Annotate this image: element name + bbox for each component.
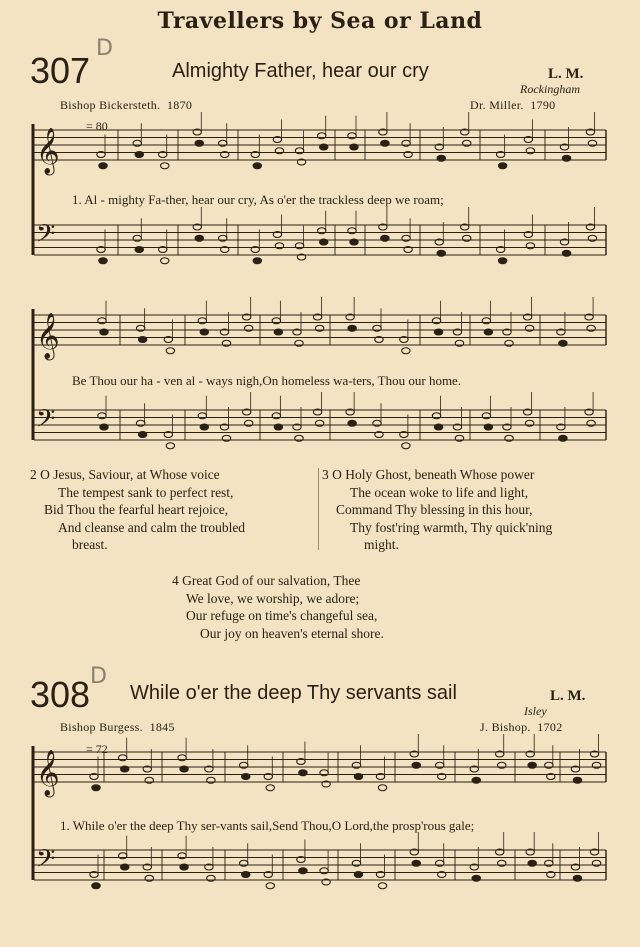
composer-name: J. Bishop.: [480, 720, 531, 734]
verse-2: [30, 466, 315, 554]
note-head: [242, 774, 250, 780]
note-head: [484, 424, 492, 430]
verse-line: Command Thy blessing in this hour,: [336, 502, 533, 518]
note-head: [166, 443, 174, 449]
author-name: Bishop Burgess.: [60, 720, 143, 734]
note-head: [381, 140, 389, 146]
note-head: [437, 155, 445, 161]
note-head: [242, 872, 250, 878]
note-head: [434, 329, 442, 335]
note-head: [412, 762, 420, 768]
note-head: [135, 247, 143, 253]
note-head: [350, 144, 358, 150]
note-head: [92, 883, 100, 889]
hymn-meter: L. M.: [550, 688, 586, 704]
note-head: [434, 424, 442, 430]
note-head: [180, 864, 188, 870]
note-head: [274, 329, 282, 335]
author-name: Bishop Bickersteth.: [60, 98, 161, 112]
lyric-line: 1. Al - mighty Fa-ther, hear our cry, As o'er the trackless deep we roam;: [72, 192, 444, 207]
verse-line: And cleanse and calm the troubled: [58, 519, 246, 535]
note-head: [253, 258, 261, 264]
note-head: [100, 329, 108, 335]
note-head: [320, 144, 328, 150]
note-head: [121, 864, 129, 870]
note-head: [195, 140, 203, 146]
note-head: [378, 785, 386, 791]
hymn-title: Almighty Father, hear our cry: [172, 60, 429, 82]
tune-name: Rockingham: [520, 82, 580, 96]
hymn-number: 308: [30, 674, 91, 715]
hymn-meter: L. M.: [548, 66, 584, 82]
note-head: [253, 163, 261, 169]
note-head: [402, 348, 410, 354]
verse-line: might.: [364, 537, 399, 553]
verse-line: 2 O Jesus, Saviour, at Whose voice: [30, 467, 220, 482]
verse-line: Thy fost'ring warmth, Thy quick'ning: [350, 519, 553, 535]
note-head: [266, 883, 274, 889]
note-head: [161, 163, 169, 169]
note-head: [484, 329, 492, 335]
note-head: [573, 875, 581, 881]
note-head: [138, 337, 146, 343]
note-head: [472, 777, 480, 783]
note-head: [559, 340, 567, 346]
note-head: [100, 424, 108, 430]
note-head: [180, 766, 188, 772]
composer-year: 1702: [537, 720, 563, 734]
author-year: 1845: [149, 720, 175, 734]
note-head: [200, 424, 208, 430]
note-head: [166, 348, 174, 354]
note-head: [138, 432, 146, 438]
note-head: [573, 777, 581, 783]
note-head: [99, 258, 107, 264]
treble-clef-icon: 𝄞: [36, 313, 60, 359]
note-head: [299, 770, 307, 776]
bass-clef-icon: 𝄢: [36, 404, 56, 440]
note-head: [378, 883, 386, 889]
note-head: [562, 155, 570, 161]
note-head: [121, 766, 129, 772]
note-head: [402, 443, 410, 449]
note-head: [99, 163, 107, 169]
verse-divider: [318, 468, 319, 550]
note-head: [320, 239, 328, 245]
note-head: [354, 774, 362, 780]
note-head: [559, 435, 567, 441]
composer-year: 1790: [530, 98, 556, 112]
note-head: [274, 424, 282, 430]
verse-line: Bid Thou the fearful heart rejoice,: [44, 502, 229, 518]
note-head: [498, 258, 506, 264]
verse-line: We love, we worship, we adore;: [186, 590, 360, 606]
verse-line: 4 Great God of our salvation, Thee: [172, 573, 361, 588]
tune-name: Isley: [524, 704, 547, 718]
note-head: [528, 860, 536, 866]
verse-line: 3 O Holy Ghost, beneath Whose power: [322, 467, 535, 482]
note-head: [299, 868, 307, 874]
note-head: [195, 235, 203, 241]
pencil-mark: D: [90, 664, 107, 689]
verse-line: The ocean woke to life and light,: [350, 484, 529, 500]
note-head: [498, 163, 506, 169]
note-head: [354, 872, 362, 878]
note-head: [135, 152, 143, 158]
note-head: [437, 250, 445, 256]
composer-credit: [480, 720, 563, 735]
note-head: [528, 762, 536, 768]
note-head: [472, 875, 480, 881]
verse-line: The tempest sank to perfect rest,: [58, 484, 234, 500]
note-head: [350, 239, 358, 245]
note-head: [562, 250, 570, 256]
lyric-line: Be Thou our ha - ven al - ways nigh,On homeless wa-ters, Thou our home.: [72, 373, 462, 388]
note-head: [348, 325, 356, 331]
note-head: [266, 785, 274, 791]
metronome-mark: = 80: [86, 119, 108, 133]
pencil-mark: D: [96, 36, 113, 61]
treble-clef-icon: 𝄞: [36, 128, 60, 174]
note-head: [348, 420, 356, 426]
author-credit: [60, 720, 175, 735]
lyric-line: 1. While o'er the deep Thy ser-vants sail,Send Thou,O Lord,the prosp'rous gale;: [60, 818, 475, 833]
composer-name: Dr. Miller.: [470, 98, 524, 112]
verse-3: [322, 466, 622, 554]
treble-clef-icon: 𝄞: [36, 750, 60, 796]
metronome-mark: = 72: [86, 742, 108, 756]
verse-4: [172, 572, 472, 642]
note-head: [161, 258, 169, 264]
page-header: Travellers by Sea or Land: [157, 8, 483, 34]
verse-line: Our joy on heaven's eternal shore.: [200, 625, 384, 641]
bass-clef-icon: 𝄢: [36, 844, 56, 880]
hymn-number: 307: [30, 50, 91, 91]
note-head: [200, 329, 208, 335]
author-year: 1870: [166, 98, 193, 112]
verse-line: breast.: [72, 537, 108, 553]
note-head: [381, 235, 389, 241]
hymn-title: While o'er the deep Thy servants sail: [130, 682, 457, 704]
bass-clef-icon: 𝄢: [36, 219, 56, 255]
verse-line: Our refuge on time's changeful sea,: [186, 608, 378, 624]
note-head: [412, 860, 420, 866]
note-head: [92, 785, 100, 791]
